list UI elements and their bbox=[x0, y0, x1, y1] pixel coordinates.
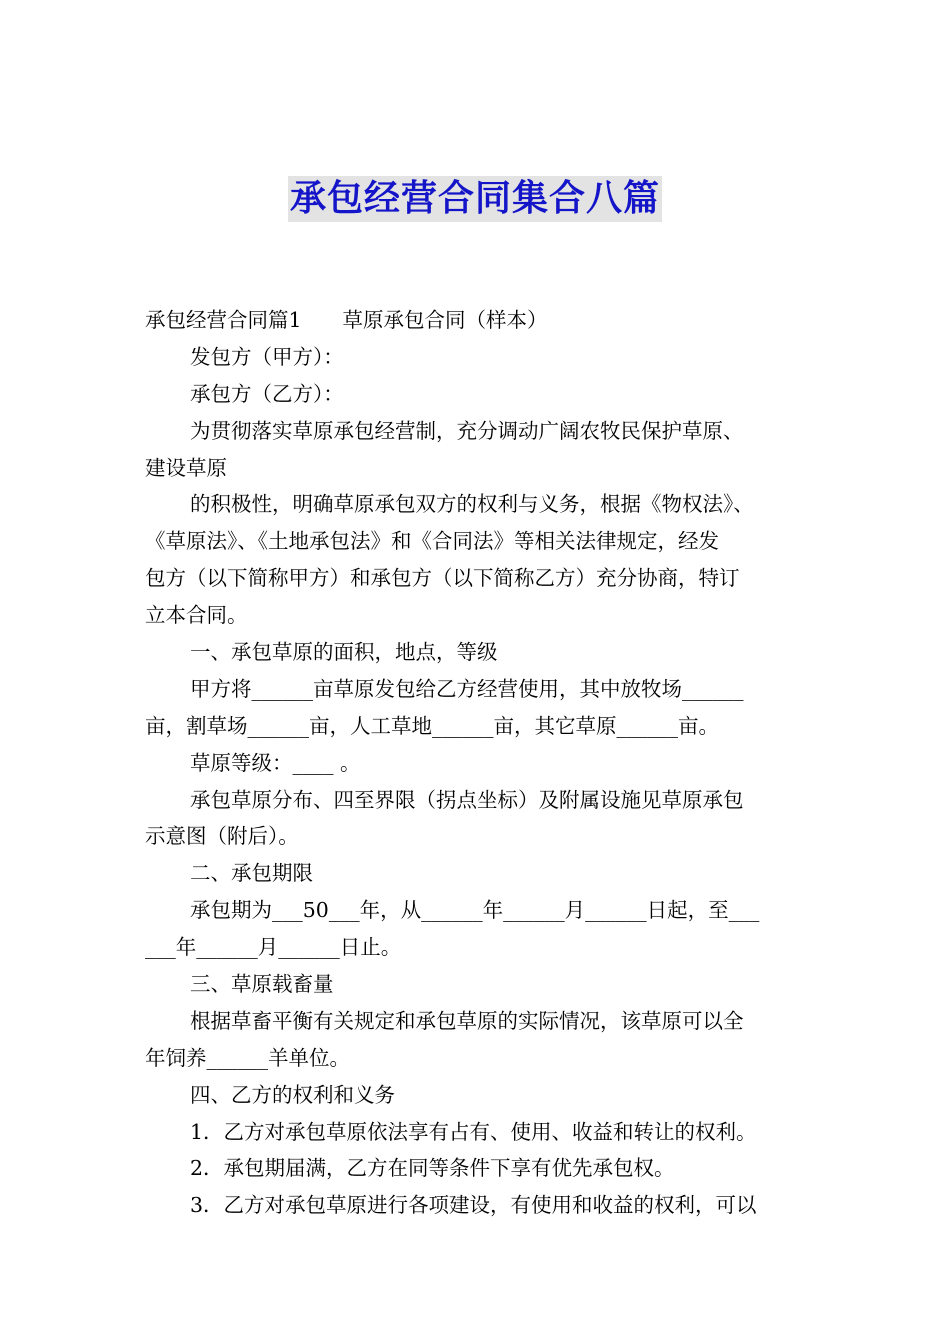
text-line: 1．乙方对承包草原依法享有占有、使用、收益和转让的权利。 bbox=[190, 1119, 757, 1144]
text-line: 三、草原载畜量 bbox=[190, 972, 334, 997]
text-line: 发包方（甲方）： bbox=[190, 344, 344, 369]
document-body bbox=[145, 302, 810, 1224]
text-line: 立本合同。 bbox=[145, 603, 248, 628]
text-line: 承包期为___50___年，从______年______月______日起，至___ bbox=[190, 898, 760, 923]
text-line: 《草原法》、《土地承包法》和《合同法》等相关法律规定，经发 bbox=[145, 529, 719, 554]
document-title: 承包经营合同集合八篇 bbox=[288, 176, 662, 222]
text-line: 承包草原分布、四至界限（拐点坐标）及附属设施见草原承包 bbox=[190, 787, 744, 812]
text-line: 一、承包草原的面积，地点，等级 bbox=[190, 640, 498, 665]
text-line: 草原等级：____ 。 bbox=[190, 750, 361, 775]
text-line: 包方（以下简称甲方）和承包方（以下简称乙方）充分协商，特订 bbox=[145, 566, 740, 591]
text-line: 二、承包期限 bbox=[190, 861, 313, 886]
text-line: 甲方将______亩草原发包给乙方经营使用，其中放牧场______ bbox=[190, 676, 744, 701]
text-line: ___年______月______日止。 bbox=[145, 935, 402, 960]
text-line: 四、乙方的权利和义务 bbox=[190, 1082, 395, 1107]
text-line: 年饲养______羊单位。 bbox=[145, 1045, 350, 1070]
text-line: 根据草畜平衡有关规定和承包草原的实际情况，该草原可以全 bbox=[190, 1008, 744, 1033]
text-line: 建设草原 bbox=[145, 455, 227, 480]
text-line: 为贯彻落实草原承包经营制，充分调动广阔农牧民保护草原、 bbox=[190, 418, 744, 443]
text-line: 承包方（乙方）： bbox=[190, 381, 344, 406]
text-line: 的积极性，明确草原承包双方的权利与义务，根据《物权法》、 bbox=[190, 492, 754, 517]
text-line: 示意图（附后）。 bbox=[145, 824, 299, 849]
text-line: 承包经营合同篇1 草原承包合同（样本） bbox=[145, 308, 548, 332]
text-line: 2．承包期届满，乙方在同等条件下享有优先承包权。 bbox=[190, 1156, 675, 1181]
title-container bbox=[0, 176, 950, 222]
text-line: 亩，割草场______亩，人工草地______亩，其它草原______亩。 bbox=[145, 713, 719, 738]
text-line: 3．乙方对承包草原进行各项建设，有使用和收益的权利，可以 bbox=[190, 1193, 757, 1218]
